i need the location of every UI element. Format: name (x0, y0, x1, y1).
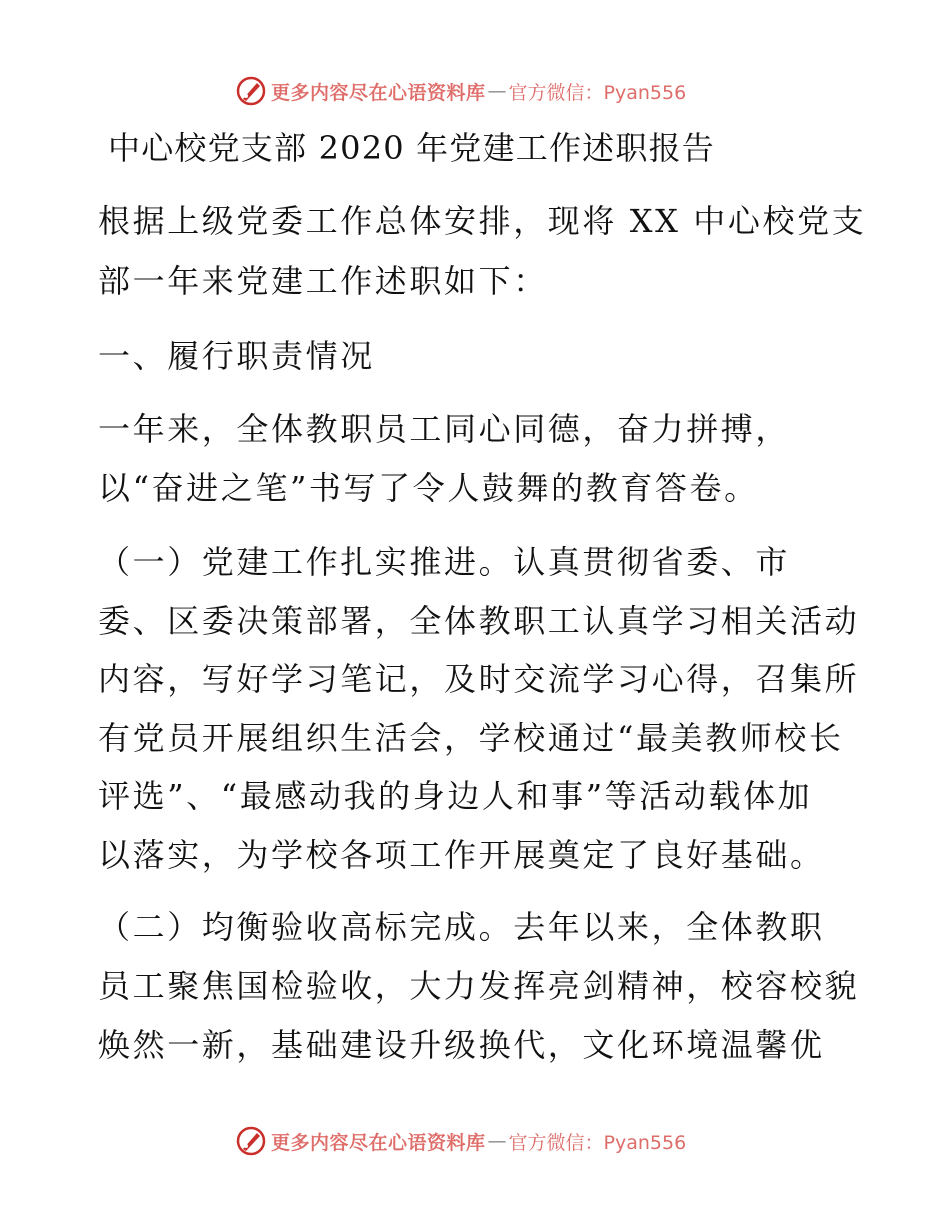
paragraph-line: （一）党建工作扎实推进。认真贯彻省委、市 (98, 543, 791, 581)
paragraph-line: 以“奋进之笔”书写了令人鼓舞的教育答卷。 (98, 469, 759, 507)
paragraph-line: 焕然一新，基础建设升级换代，文化环境温馨优 (98, 1026, 825, 1064)
paragraph-line: 内容，写好学习笔记，及时交流学习心得，召集所 (98, 660, 860, 698)
paragraph-line: （二）均衡验收高标完成。去年以来，全体教职 (98, 908, 825, 946)
paragraph-line: 以落实，为学校各项工作开展奠定了良好基础。 (98, 836, 825, 874)
watermark-separator: — (487, 1130, 507, 1152)
watermark-footer (235, 1124, 686, 1158)
section-heading: 一、履行职责情况 (98, 337, 375, 375)
paragraph-line: 委、区委决策部署，全体教职工认真学习相关活动 (98, 602, 860, 640)
paragraph-line: 评选”、“最感动我的身边人和事”等活动载体加 (98, 777, 813, 815)
paragraph-line: 一年来，全体教职员工同心同德，奋力拼搏， (98, 410, 791, 448)
watermark-separator: — (487, 80, 507, 102)
watermark-brand: 更多内容尽在心语资料库 (271, 1131, 486, 1154)
paragraph-line: 根据上级党委工作总体安排，现将 XX 中心校党支 (98, 202, 867, 240)
pen-logo-icon (235, 75, 267, 107)
paragraph-line: 员工聚焦国检验收，大力发挥亮剑精神，校容校貌 (98, 967, 860, 1005)
paragraph-line: 有党员开展组织生活会，学校通过“最美教师校长 (98, 719, 844, 757)
paragraph-line: 部一年来党建工作述职如下： (98, 262, 548, 300)
document-title: 中心校党支部 2020 年党建工作述职报告 (108, 129, 715, 167)
watermark-contact: 官方微信：Pyan556 (508, 81, 687, 104)
watermark-brand: 更多内容尽在心语资料库 (271, 81, 486, 104)
watermark-contact: 官方微信：Pyan556 (508, 1131, 687, 1154)
pen-logo-icon (235, 1125, 267, 1157)
watermark-header (235, 74, 686, 108)
